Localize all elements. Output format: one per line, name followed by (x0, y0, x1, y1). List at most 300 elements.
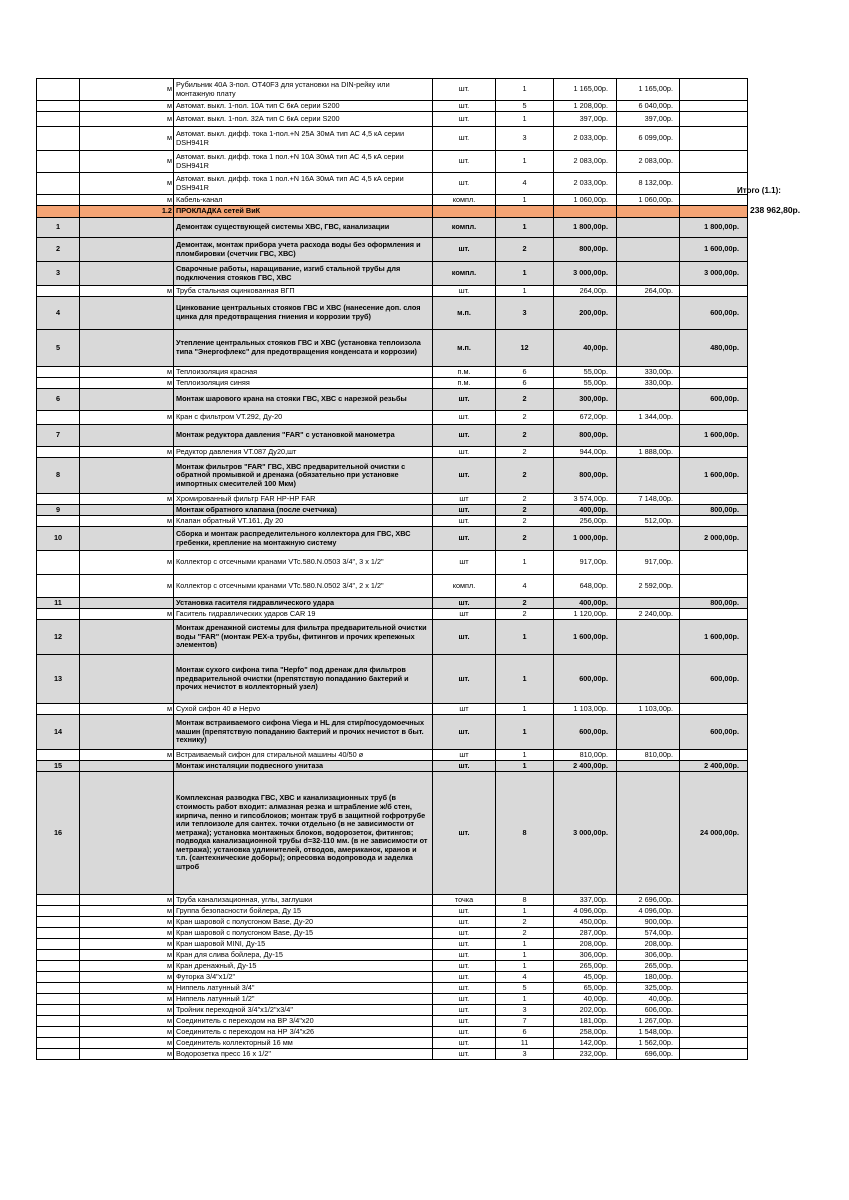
material-row (37, 750, 748, 761)
item-name: Утепление центральных стояков ГВС и ХВС (установка теплоизола типа "Энергофлекс" для предотвращения конденсата и коррозии) (174, 330, 433, 367)
item-unit-price: 181,00р. (554, 1016, 617, 1027)
row-marker (80, 238, 174, 262)
item-unit: компл. (433, 575, 496, 598)
row-number (37, 994, 80, 1005)
row-marker: м (80, 551, 174, 575)
row-marker: м (80, 286, 174, 297)
item-unit-price: 600,00р. (554, 715, 617, 750)
material-cost (617, 772, 680, 895)
row-number (37, 895, 80, 906)
row-number (37, 928, 80, 939)
item-quantity: 1 (496, 939, 554, 950)
item-unit-price: 1 103,00р. (554, 704, 617, 715)
row-marker: м (80, 983, 174, 994)
work-cost: 1 600,00р. (680, 620, 748, 655)
item-unit: шт. (433, 151, 496, 173)
work-cost (680, 447, 748, 458)
item-quantity: 4 (496, 972, 554, 983)
row-number (37, 704, 80, 715)
item-quantity: 2 (496, 411, 554, 425)
row-marker: м (80, 1038, 174, 1049)
row-number: 4 (37, 297, 80, 330)
item-name: Монтаж инсталяции подвесного унитаза (174, 761, 433, 772)
material-cost (617, 505, 680, 516)
item-quantity: 1 (496, 750, 554, 761)
work-cost (680, 195, 748, 206)
work-row (37, 238, 748, 262)
item-quantity: 6 (496, 367, 554, 378)
work-cost: 1 600,00р. (680, 238, 748, 262)
material-cost: 696,00р. (617, 1049, 680, 1060)
material-cost: 1 562,00р. (617, 1038, 680, 1049)
item-unit-price: 1 600,00р. (554, 620, 617, 655)
row-marker: м (80, 609, 174, 620)
material-row (37, 127, 748, 151)
item-name: Автомат. выкл. дифф. тока 1 пол.+N 16А 30мА тип АС 4,5 кА серии DSH941R (174, 173, 433, 195)
work-row (37, 458, 748, 494)
item-unit (433, 206, 496, 218)
item-quantity: 2 (496, 928, 554, 939)
material-row (37, 286, 748, 297)
work-cost (680, 112, 748, 127)
row-marker: м (80, 961, 174, 972)
material-row (37, 939, 748, 950)
item-quantity: 4 (496, 575, 554, 598)
work-cost: 1 600,00р. (680, 425, 748, 447)
item-quantity: 5 (496, 101, 554, 112)
item-unit-price: 600,00р. (554, 655, 617, 704)
material-row (37, 494, 748, 505)
item-quantity: 2 (496, 505, 554, 516)
item-unit-price: 4 096,00р. (554, 906, 617, 917)
row-number (37, 195, 80, 206)
item-quantity: 2 (496, 609, 554, 620)
item-unit: шт. (433, 447, 496, 458)
item-unit: шт. (433, 950, 496, 961)
item-quantity: 1 (496, 961, 554, 972)
item-unit-price: 232,00р. (554, 1049, 617, 1060)
item-name: Тройник переходной 3/4"x1/2"x3/4" (174, 1005, 433, 1016)
item-quantity: 1 (496, 112, 554, 127)
item-name: Демонтаж, монтаж прибора учета расхода воды без оформления и пломбировки (счетчик ГВС, ХВС) (174, 238, 433, 262)
material-row (37, 101, 748, 112)
row-number: 14 (37, 715, 80, 750)
material-cost (617, 238, 680, 262)
estimate-table (36, 78, 748, 1060)
work-cost (680, 895, 748, 906)
work-row (37, 620, 748, 655)
work-cost (680, 411, 748, 425)
row-number: 5 (37, 330, 80, 367)
item-quantity: 1 (496, 195, 554, 206)
row-marker: м (80, 972, 174, 983)
row-marker (80, 297, 174, 330)
item-quantity: 3 (496, 1049, 554, 1060)
work-cost: 2 000,00р. (680, 527, 748, 551)
item-unit-price: 265,00р. (554, 961, 617, 972)
material-cost: 306,00р. (617, 950, 680, 961)
work-cost: 600,00р. (680, 297, 748, 330)
material-row (37, 609, 748, 620)
item-name: Автомат. выкл. дифф. тока 1-пол.+N 25А 30мА тип АС 4,5 кА серии DSH941R (174, 127, 433, 151)
work-row (37, 389, 748, 411)
item-quantity: 1 (496, 79, 554, 101)
work-cost (680, 575, 748, 598)
item-name: ПРОКЛАДКА сетей ВиК (174, 206, 433, 218)
item-unit: шт (433, 609, 496, 620)
material-cost: 512,00р. (617, 516, 680, 527)
item-quantity: 1 (496, 262, 554, 286)
item-unit: шт. (433, 1049, 496, 1060)
item-name: Водорозетка пресс 16 x 1/2" (174, 1049, 433, 1060)
material-row (37, 704, 748, 715)
item-quantity: 6 (496, 378, 554, 389)
item-unit-price: 648,00р. (554, 575, 617, 598)
item-name: Гаситель гидравлических ударов CAR 19 (174, 609, 433, 620)
work-cost: 480,00р. (680, 330, 748, 367)
item-quantity: 2 (496, 494, 554, 505)
item-unit: шт. (433, 994, 496, 1005)
section-header-row (37, 206, 748, 218)
work-cost: 600,00р. (680, 715, 748, 750)
item-name: Кран шаровой с полусгоном Base, Ду-15 (174, 928, 433, 939)
item-unit-price: 3 574,00р. (554, 494, 617, 505)
item-unit-price: 450,00р. (554, 917, 617, 928)
row-number: 10 (37, 527, 80, 551)
material-row (37, 950, 748, 961)
item-name: Монтаж дренажной системы для фильтра предварительной очистки воды "FAR" (монтаж PEX-a трубы, фитингов и прочих крепежных элементов) (174, 620, 433, 655)
item-quantity: 12 (496, 330, 554, 367)
item-quantity: 1 (496, 286, 554, 297)
row-number (37, 961, 80, 972)
item-name: Монтаж шарового крана на стояки ГВС, ХВС с нарезкой резьбы (174, 389, 433, 411)
row-marker: м (80, 950, 174, 961)
item-unit-price: 264,00р. (554, 286, 617, 297)
item-quantity: 4 (496, 173, 554, 195)
item-unit-price: 1 165,00р. (554, 79, 617, 101)
item-unit-price: 55,00р. (554, 378, 617, 389)
item-quantity (496, 206, 554, 218)
work-cost (680, 551, 748, 575)
item-quantity: 11 (496, 1038, 554, 1049)
row-number (37, 950, 80, 961)
material-cost: 40,00р. (617, 994, 680, 1005)
material-cost: 2 083,00р. (617, 151, 680, 173)
item-quantity: 1 (496, 620, 554, 655)
material-cost (617, 761, 680, 772)
item-unit: шт. (433, 101, 496, 112)
material-cost: 810,00р. (617, 750, 680, 761)
item-quantity: 1 (496, 551, 554, 575)
item-unit-price: 917,00р. (554, 551, 617, 575)
row-number (37, 286, 80, 297)
item-unit-price: 287,00р. (554, 928, 617, 939)
work-row (37, 761, 748, 772)
work-cost (680, 939, 748, 950)
row-number (37, 939, 80, 950)
item-name: Кран для слива бойлера, Ду-15 (174, 950, 433, 961)
row-number (37, 917, 80, 928)
row-number (37, 1049, 80, 1060)
item-unit: шт. (433, 286, 496, 297)
material-row (37, 79, 748, 101)
material-cost: 325,00р. (617, 983, 680, 994)
item-quantity: 5 (496, 983, 554, 994)
item-name: Автомат. выкл. дифф. тока 1 пол.+N 10А 30мА тип АС 4,5 кА серии DSH941R (174, 151, 433, 173)
work-cost (680, 994, 748, 1005)
item-quantity: 8 (496, 895, 554, 906)
item-unit: шт. (433, 1038, 496, 1049)
item-unit-price: 202,00р. (554, 1005, 617, 1016)
material-row (37, 917, 748, 928)
item-quantity: 2 (496, 238, 554, 262)
item-name: Теплоизоляция синяя (174, 378, 433, 389)
row-marker: м (80, 939, 174, 950)
item-unit-price: 810,00р. (554, 750, 617, 761)
item-name: Ниппель латунный 1/2" (174, 994, 433, 1005)
work-cost (680, 206, 748, 218)
item-unit: п.м. (433, 378, 496, 389)
material-cost (617, 218, 680, 238)
row-number: 7 (37, 425, 80, 447)
work-cost (680, 101, 748, 112)
item-name: Встраиваемый сифон для стиральной машины 40/50 ø (174, 750, 433, 761)
row-number (37, 983, 80, 994)
item-name: Кран шаровой MINI, Ду-15 (174, 939, 433, 950)
work-row (37, 598, 748, 609)
work-cost (680, 983, 748, 994)
item-name: Кран с фильтром VT.292, Ду-20 (174, 411, 433, 425)
row-marker: м (80, 151, 174, 173)
subtotal-label: Итого (1.1): (737, 186, 781, 195)
material-row (37, 447, 748, 458)
item-unit-price: 40,00р. (554, 994, 617, 1005)
item-unit-price: 672,00р. (554, 411, 617, 425)
row-marker: м (80, 127, 174, 151)
material-cost: 264,00р. (617, 286, 680, 297)
work-cost (680, 1027, 748, 1038)
material-row (37, 906, 748, 917)
material-cost: 6 099,00р. (617, 127, 680, 151)
material-cost (617, 458, 680, 494)
material-cost (617, 620, 680, 655)
item-unit-price: 306,00р. (554, 950, 617, 961)
item-name: Труба канализационная, углы, заглушки (174, 895, 433, 906)
item-unit: шт. (433, 1027, 496, 1038)
item-name: Монтаж обратного клапана (после счетчика) (174, 505, 433, 516)
item-unit: шт. (433, 458, 496, 494)
item-name: Сварочные работы, наращивание, изгиб стальной трубы для подключения стояков ГВС, ХВС (174, 262, 433, 286)
item-name: Автомат. выкл. 1-пол. 10А тип С 6кА серии S200 (174, 101, 433, 112)
item-unit: шт (433, 704, 496, 715)
item-unit: шт. (433, 238, 496, 262)
work-cost (680, 906, 748, 917)
work-cost: 600,00р. (680, 655, 748, 704)
row-marker: м (80, 367, 174, 378)
work-cost (680, 961, 748, 972)
item-unit: п.м. (433, 367, 496, 378)
material-cost (617, 330, 680, 367)
item-name: Группа безопасности бойлера, Ду 15 (174, 906, 433, 917)
item-unit: м.п. (433, 330, 496, 367)
row-number: 16 (37, 772, 80, 895)
row-number (37, 750, 80, 761)
work-row (37, 527, 748, 551)
material-cost: 8 132,00р. (617, 173, 680, 195)
item-unit: шт. (433, 772, 496, 895)
material-cost: 2 240,00р. (617, 609, 680, 620)
work-cost (680, 1005, 748, 1016)
work-cost (680, 609, 748, 620)
material-row (37, 972, 748, 983)
item-name: Клапан обратный VT.161, Ду 20 (174, 516, 433, 527)
row-marker: м (80, 1049, 174, 1060)
row-number: 9 (37, 505, 80, 516)
item-unit: шт (433, 750, 496, 761)
item-unit: шт. (433, 620, 496, 655)
material-cost: 900,00р. (617, 917, 680, 928)
work-cost (680, 378, 748, 389)
row-marker: м (80, 704, 174, 715)
item-unit: шт (433, 494, 496, 505)
material-row (37, 1005, 748, 1016)
row-marker: м (80, 994, 174, 1005)
material-cost: 1 344,00р. (617, 411, 680, 425)
row-marker: м (80, 79, 174, 101)
material-cost: 1 548,00р. (617, 1027, 680, 1038)
row-marker (80, 330, 174, 367)
work-cost: 2 400,00р. (680, 761, 748, 772)
material-row (37, 928, 748, 939)
work-cost: 800,00р. (680, 505, 748, 516)
item-unit-price: 2 083,00р. (554, 151, 617, 173)
material-cost (617, 262, 680, 286)
work-row (37, 715, 748, 750)
item-name: Установка гасителя гидравлического удара (174, 598, 433, 609)
material-cost: 1 267,00р. (617, 1016, 680, 1027)
row-marker (80, 761, 174, 772)
work-row (37, 297, 748, 330)
material-row (37, 1049, 748, 1060)
row-number (37, 151, 80, 173)
row-marker (80, 425, 174, 447)
material-cost (617, 206, 680, 218)
row-number (37, 447, 80, 458)
item-name: Автомат. выкл. 1-пол. 32А тип С 6кА серии S200 (174, 112, 433, 127)
row-marker: м (80, 112, 174, 127)
item-name: Теплоизоляция красная (174, 367, 433, 378)
item-name: Кабель-канал (174, 195, 433, 206)
material-row (37, 994, 748, 1005)
row-number (37, 1038, 80, 1049)
material-row (37, 551, 748, 575)
material-cost: 917,00р. (617, 551, 680, 575)
work-cost: 3 000,00р. (680, 262, 748, 286)
material-cost: 208,00р. (617, 939, 680, 950)
row-number (37, 173, 80, 195)
item-unit: шт. (433, 173, 496, 195)
material-row (37, 195, 748, 206)
row-marker (80, 620, 174, 655)
work-cost (680, 1049, 748, 1060)
row-number: 3 (37, 262, 80, 286)
material-cost: 180,00р. (617, 972, 680, 983)
row-number (37, 516, 80, 527)
row-number: 12 (37, 620, 80, 655)
item-unit-price: 1 000,00р. (554, 527, 617, 551)
item-unit: шт. (433, 961, 496, 972)
row-marker: м (80, 917, 174, 928)
row-number (37, 551, 80, 575)
item-unit: шт. (433, 928, 496, 939)
work-cost (680, 1016, 748, 1027)
row-number: 15 (37, 761, 80, 772)
row-marker (80, 598, 174, 609)
item-quantity: 1 (496, 151, 554, 173)
item-quantity: 2 (496, 425, 554, 447)
material-cost: 4 096,00р. (617, 906, 680, 917)
row-marker: 1.2 (80, 206, 174, 218)
row-marker: м (80, 378, 174, 389)
row-marker: м (80, 1027, 174, 1038)
row-number (37, 127, 80, 151)
row-number (37, 378, 80, 389)
row-number: 1 (37, 218, 80, 238)
item-unit-price: 1 120,00р. (554, 609, 617, 620)
material-cost: 265,00р. (617, 961, 680, 972)
row-number: 13 (37, 655, 80, 704)
work-cost: 24 000,00р. (680, 772, 748, 895)
material-row (37, 961, 748, 972)
item-name: Монтаж сухого сифона типа "Hepfo" под дренаж для фильтров предварительной очистки (препятствую попаданию бактерий и прочих нечистот в коллекторный узел) (174, 655, 433, 704)
item-unit: шт. (433, 79, 496, 101)
material-row (37, 575, 748, 598)
item-name: Соединитель с переходом на ВР 3/4"x20 (174, 1016, 433, 1027)
row-marker: м (80, 750, 174, 761)
item-quantity: 1 (496, 950, 554, 961)
item-unit-price: 65,00р. (554, 983, 617, 994)
item-unit-price: 45,00р. (554, 972, 617, 983)
item-unit: шт. (433, 411, 496, 425)
row-marker: м (80, 1016, 174, 1027)
item-unit-price: 2 400,00р. (554, 761, 617, 772)
row-marker: м (80, 173, 174, 195)
item-name: Коллектор с отсечными кранами VTc.580.N.0503 3/4", 3 x 1/2" (174, 551, 433, 575)
item-quantity: 6 (496, 1027, 554, 1038)
item-name: Сборка и монтаж распределительного коллектора для ГВС, ХВС гребенки, крепление на монтажную систему (174, 527, 433, 551)
row-marker: м (80, 411, 174, 425)
work-cost (680, 516, 748, 527)
row-number (37, 494, 80, 505)
row-marker: м (80, 928, 174, 939)
material-cost: 1 888,00р. (617, 447, 680, 458)
item-name: Комплексная разводка ГВС, ХВС и канализационных труб (в стоимость работ входит: алмазная резка и штрабление ж/б стен, кирпича, пенно и гипсоблоков; монтаж труб в защитной гофротрубе или теплоизоле для сантех. точки отдельно (в не зависимости от метража); установка монтажных блоков, водорозеток, фитингов; подводка канализационной трубы d=32-110 мм. (в не зависимости от метража); установка удлинителей, отводов, американок, кранов и т.п. (сантехнические доборы); опресовка водопровода и заделка штроб (174, 772, 433, 895)
row-marker (80, 262, 174, 286)
item-quantity: 3 (496, 127, 554, 151)
material-cost (617, 297, 680, 330)
row-number (37, 972, 80, 983)
work-row (37, 218, 748, 238)
item-unit: шт. (433, 527, 496, 551)
work-cost (680, 917, 748, 928)
work-cost (680, 704, 748, 715)
row-number (37, 101, 80, 112)
item-unit-price: 142,00р. (554, 1038, 617, 1049)
item-name: Соединитель коллекторный 16 мм (174, 1038, 433, 1049)
item-unit-price: 337,00р. (554, 895, 617, 906)
material-row (37, 1027, 748, 1038)
item-name: Монтаж встраиваемого сифона Viega и HL для стир/посудомоечных машин (препятствую попаданию бактерий и прочих нечистот в быт. технику) (174, 715, 433, 750)
